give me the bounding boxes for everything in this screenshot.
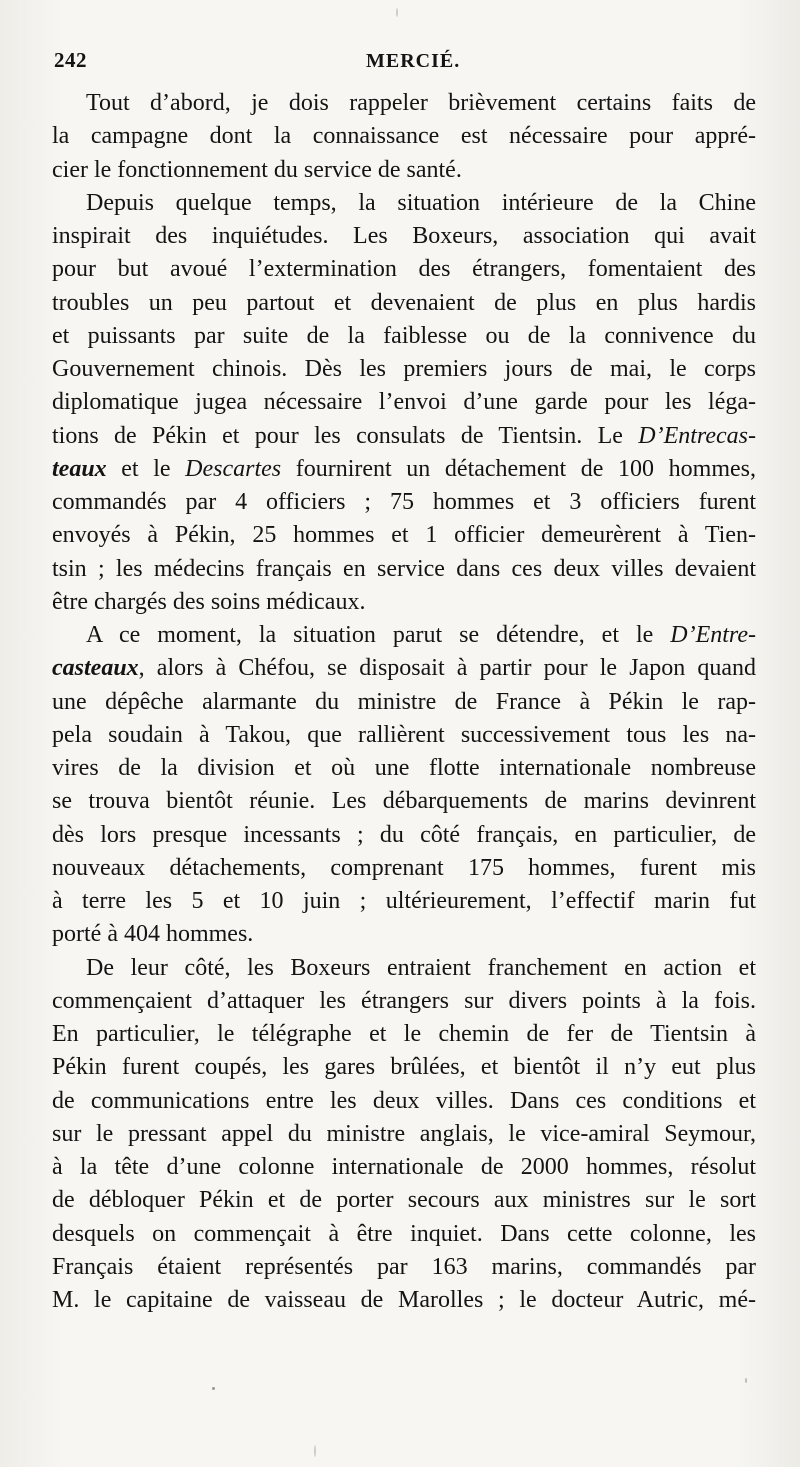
text-line: nouveaux détachements, comprenant 175 hommes, furent mis (52, 854, 756, 881)
ship-name-italic: D’Entrecas- (638, 422, 757, 449)
text-line: à terre les 5 et 10 juin ; ultérieurement, l’effectif marin fut (52, 888, 756, 914)
text-line: diplomatique jugea nécessaire l’envoi d’une garde pour les léga- (52, 389, 756, 416)
text-line: pour but avoué l’extermination des étrangers, fomentaient des (52, 256, 756, 283)
text-line: sur le pressant appel du ministre anglais, le vice-amiral Seymour, (52, 1120, 756, 1147)
running-title: MERCIÉ. (366, 50, 461, 72)
speck-mark (314, 1445, 316, 1457)
text-line: à la tête d’une colonne internationale de 2000 hommes, résolut (52, 1154, 756, 1180)
text-line: Français étaient représentés par 163 marins, commandés par (52, 1253, 756, 1280)
text-line: cier le fonctionnement du service de santé. (52, 156, 462, 183)
text-line: Gouvernement chinois. Dès les premiers jours de mai, le corps (52, 356, 756, 382)
text-line: commandés par 4 officiers ; 75 hommes et 3 officiers furent (52, 489, 756, 515)
text-line: se trouva bientôt réunie. Les débarquements de marins devinrent (52, 788, 756, 815)
speck-mark (745, 1378, 747, 1383)
text-line (52, 420, 756, 453)
text-line: et puissants par suite de la faiblesse ou de la connivence du (52, 322, 756, 349)
text-line: tsin ; les médecins français en service dans ces deux villes devaient (52, 555, 756, 582)
ship-name-italic: Descartes (185, 455, 282, 482)
text-line: une dépêche alarmante du ministre de France à Pékin le rap- (52, 688, 756, 715)
text-line: de communications entre les deux villes. Dans ces conditions et (52, 1087, 756, 1114)
text-line (52, 652, 756, 685)
text-line: Tout d’abord, je dois rappeler brièvement certains faits de (86, 90, 756, 116)
text-line: être chargés des soins médicaux. (52, 588, 366, 615)
line-segment: et le (121, 455, 171, 482)
text-line: En particulier, le télégraphe et le chemin de fer de Tientsin à (52, 1021, 756, 1047)
text-line: la campagne dont la connaissance est nécessaire pour appré- (52, 123, 756, 150)
text-line: commençaient d’attaquer les étrangers sur divers points à la fois. (52, 987, 756, 1014)
text-line: inspirait des inquiétudes. Les Boxeurs, association qui avait (52, 223, 756, 249)
speck-mark (212, 1387, 215, 1390)
line-segment: A ce moment, la situation parut se détendre, et le (86, 622, 654, 648)
speck-mark (396, 8, 398, 17)
page-header (54, 48, 754, 78)
text-line (52, 453, 756, 486)
text-line: M. le capitaine de vaisseau de Marolles ; le docteur Autric, mé- (52, 1287, 756, 1313)
ship-name-italic: teaux (52, 455, 107, 482)
text-line: porté à 404 hommes. (52, 921, 254, 948)
text-line (52, 619, 756, 652)
page-number: 242 (54, 48, 87, 72)
ship-name-italic: casteaux (52, 655, 139, 682)
line-segment: tions de Pékin et pour les consulats de Tientsin. Le (52, 422, 623, 449)
text-line: envoyés à Pékin, 25 hommes et 1 officier demeurèrent à Tien- (52, 522, 756, 549)
text-line: De leur côté, les Boxeurs entraient franchement en action et (86, 954, 756, 981)
text-line: Pékin furent coupés, les gares brûlées, et bientôt il n’y eut plus (52, 1054, 756, 1081)
text-line: troubles un peu partout et devenaient de plus en plus hardis (52, 289, 756, 316)
ship-name-italic: D’Entre- (670, 622, 757, 648)
line-segment: , alors à Chéfou, se disposait à partir pour le Japon quand (138, 655, 756, 682)
text-line: vires de la division et où une flotte internationale nombreuse (52, 755, 756, 781)
text-line: Depuis quelque temps, la situation intérieure de la Chine (86, 189, 756, 216)
body-text (52, 87, 756, 1317)
text-line: pela soudain à Takou, que rallièrent successivement tous les na- (52, 721, 756, 748)
text-line: dès lors presque incessants ; du côté français, en particulier, de (52, 821, 756, 848)
text-line: desquels on commençait à être inquiet. Dans cette colonne, les (52, 1220, 756, 1247)
line-segment: fournirent un détachement de 100 hommes, (295, 455, 756, 482)
text-line: de débloquer Pékin et de porter secours aux ministres sur le sort (52, 1187, 756, 1214)
